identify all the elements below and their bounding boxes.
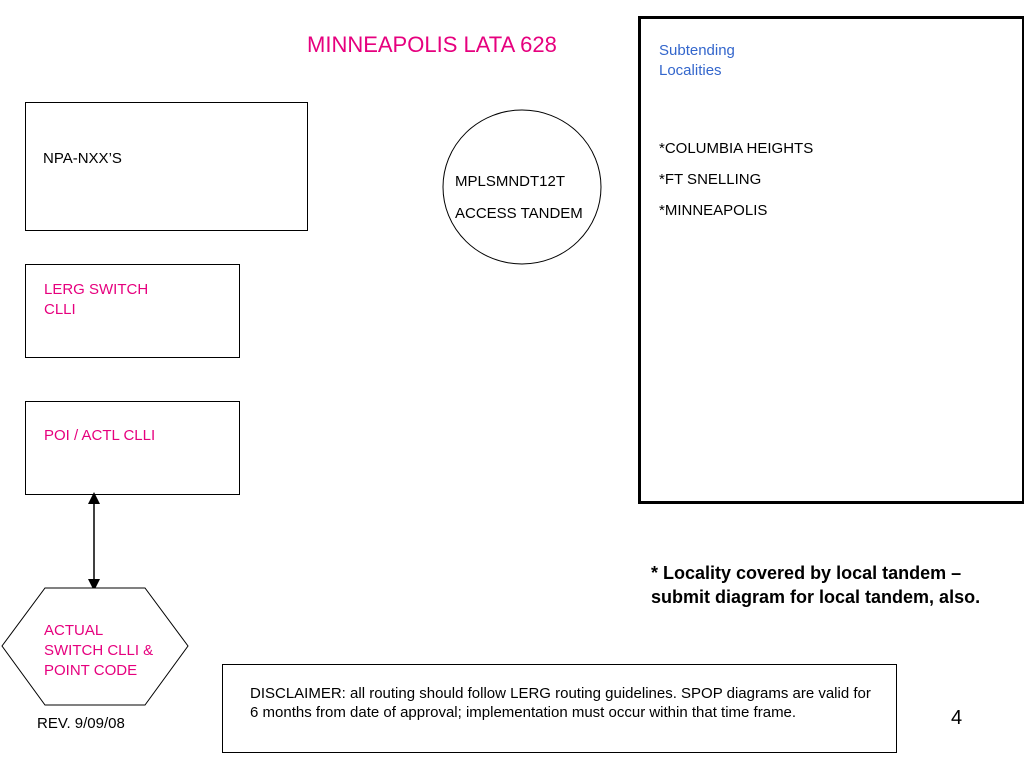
locality-item: *FT SNELLING	[659, 171, 762, 188]
actual-switch-line2: SWITCH CLLI &	[44, 642, 154, 659]
locality-item: *COLUMBIA HEIGHTS	[659, 140, 814, 157]
actual-switch-line3: POINT CODE	[44, 662, 138, 679]
local-tandem-note: * Locality covered by local tandem – submit diagram for local tandem, also.	[651, 563, 981, 607]
disclaimer-box	[222, 664, 897, 753]
tandem-clli: MPLSMNDT12T	[455, 173, 566, 190]
actual-switch-line1: ACTUAL	[44, 622, 104, 639]
actual-switch-label	[44, 621, 153, 681]
tandem-type: ACCESS TANDEM	[455, 205, 583, 222]
locality-item: *MINNEAPOLIS	[659, 202, 768, 219]
lerg-switch-line2: CLLI	[44, 301, 76, 318]
revision-date: REV. 9/09/08	[37, 715, 125, 732]
subtending-heading	[659, 41, 735, 81]
page-number: 4	[951, 707, 963, 729]
npa-nxx-label: NPA-NXX’S	[43, 150, 122, 167]
poi-actl-label: POI / ACTL CLLI	[44, 427, 156, 444]
page-title: MINNEAPOLIS LATA 628	[307, 32, 557, 57]
disclaimer-text: DISCLAIMER: all routing should follow LERG routing guidelines. SPOP diagrams are valid for 6 months from date of approval; implementation must occur within that time frame.	[250, 685, 871, 721]
subtending-heading-line2: Localities	[659, 62, 722, 79]
subtending-heading-line1: Subtending	[659, 42, 735, 59]
subtending-localities-panel	[638, 16, 1024, 504]
lerg-switch-line1: LERG SWITCH	[44, 281, 149, 298]
